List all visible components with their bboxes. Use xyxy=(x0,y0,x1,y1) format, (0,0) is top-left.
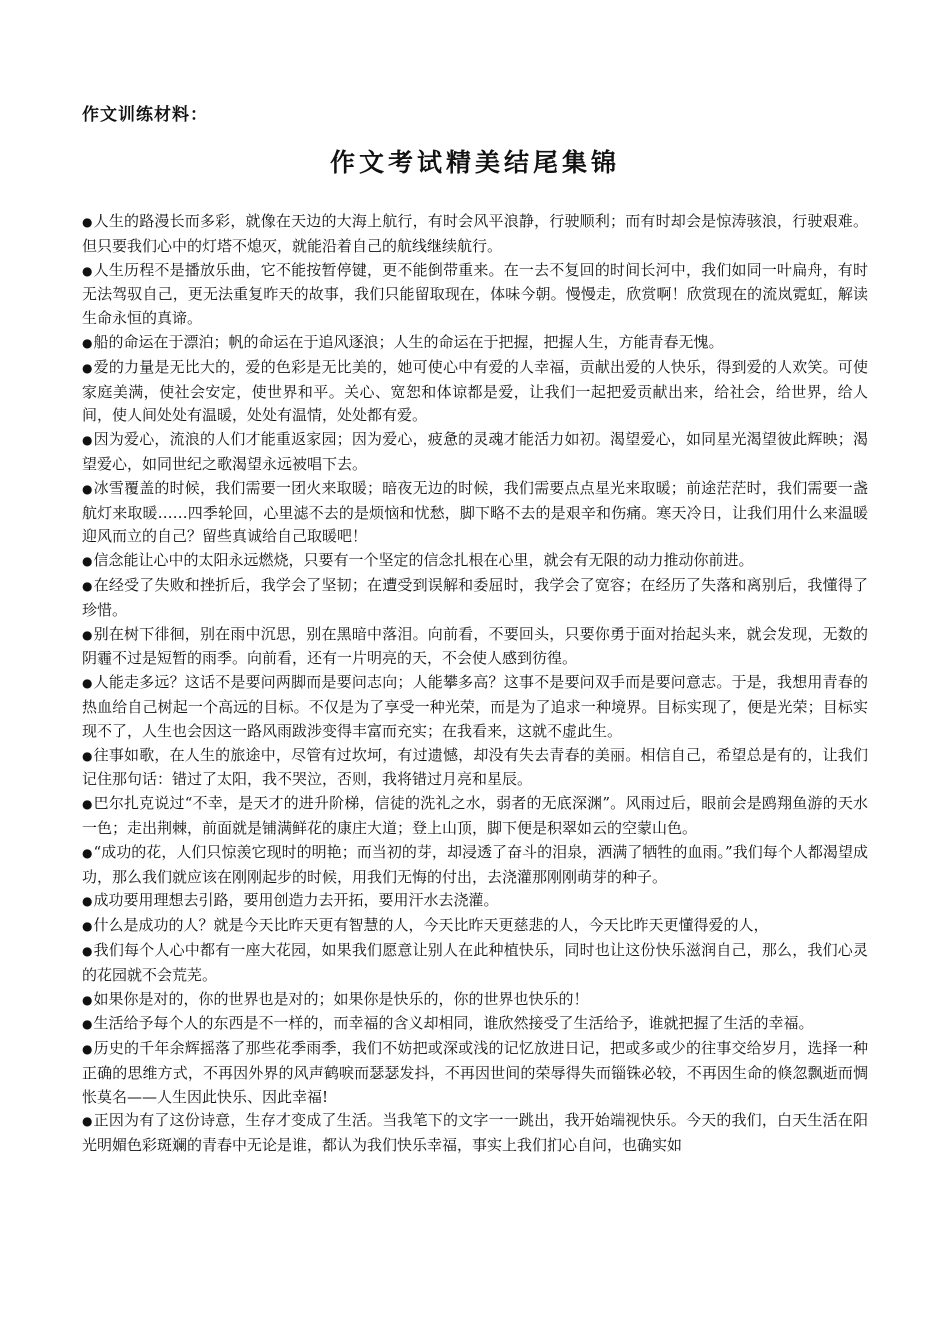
bullet-icon: ● xyxy=(82,1017,93,1032)
paragraph xyxy=(82,841,868,890)
paragraph-text: 成功要用理想去引路，要用创造力去开拓，要用汗水去浇灌。 xyxy=(93,891,499,910)
bullet-icon: ● xyxy=(82,433,93,448)
paragraph-list xyxy=(82,210,868,1158)
bullet-icon: ● xyxy=(82,1114,93,1129)
bullet-icon: ● xyxy=(82,578,93,593)
paragraph-text: 别在树下徘徊，别在雨中沉思，别在黑暗中落泪。向前看，不要回头，只要你勇于面对抬起头来，就会发现，无数的阴霾不过是短暂的雨季。向前看，还有一片明亮的天，不会使人感到彷徨。 xyxy=(82,624,868,668)
bullet-icon: ● xyxy=(82,943,93,958)
bullet-icon: ● xyxy=(82,554,93,569)
bullet-icon: ● xyxy=(82,481,93,496)
paragraph-text: 在经受了失败和挫折后，我学会了坚韧；在遭受到误解和委屈时，我学会了宽容；在经历了失落和离别后，我懂得了珍惜。 xyxy=(82,575,868,619)
paragraph-text: 历史的千年余辉摇落了那些花季雨季，我们不妨把或深或浅的记忆放进日记，把或多或少的往事交给岁月，选择一种正确的思维方式，不再因外界的风声鹤唳而瑟瑟发抖，不再因世间的荣辱得失而锱铢必较，不再因生命的倏忽飘逝而惆怅莫名——人生因此快乐、因此幸福! xyxy=(82,1039,868,1106)
paragraph-text: “成功的花，人们只惊羡它现时的明艳；而当初的芽，却浸透了奋斗的泪泉，洒满了牺牲的血雨。”我们每个人都渴望成功，那么我们就应该在刚刚起步的时候，用我们无悔的付出，去浇灌那刚刚萌芽的种子。 xyxy=(82,842,868,886)
paragraph xyxy=(82,914,868,939)
bullet-icon: ● xyxy=(82,215,93,229)
paragraph xyxy=(82,889,868,914)
bullet-icon: ● xyxy=(82,335,93,350)
paragraph xyxy=(82,623,868,672)
bullet-icon: ● xyxy=(82,919,93,934)
bullet-icon: ● xyxy=(82,992,93,1007)
bullet-icon: ● xyxy=(82,894,93,909)
paragraph-text: 巴尔扎克说过“不幸，是天才的进升阶梯，信徒的洗礼之水，弱者的无底深渊”。风雨过后，眼前会是鸥翔鱼游的天水一色；走出荆棘，前面就是铺满鲜花的康庄大道；登上山顶，脚下便是积翠如云的空蒙山色。 xyxy=(82,794,868,837)
bullet-icon: ● xyxy=(82,797,93,812)
paragraph xyxy=(82,744,868,793)
paragraph xyxy=(82,574,868,623)
paragraph xyxy=(82,331,868,356)
section-label: 作文训练材料： xyxy=(82,105,208,125)
paragraph xyxy=(82,988,868,1013)
paragraph-text: 信念能让心中的太阳永远燃烧，只要有一个坚定的信念扎根在心里，就会有无限的动力推动你前进。 xyxy=(93,551,754,570)
paragraph-text: 因为爱心，流浪的人们才能重返家园；因为爱心，疲惫的灵魂才能活力如初。渴望爱心，如同星光渴望彼此辉映；渴望爱心，如同世纪之歌渴望永远被唱下去。 xyxy=(82,430,868,473)
paragraph-text: 爱的力量是无比大的，爱的色彩是无比美的，她可使心中有爱的人幸福，贡献出爱的人快乐，得到爱的人欢笑。可使家庭美满，使社会安定，使世界和平。关心、宽恕和体谅都是爱，让我们一起把爱贡献出来，给社会，给世界，给人间，使人间处处有温暖，处处有温情，处处都有爱。 xyxy=(82,357,868,425)
document-title: 作文考试精美结尾集锦 xyxy=(329,148,620,177)
paragraph xyxy=(82,428,868,477)
paragraph-text: 我们每个人心中都有一座大花园，如果我们愿意让别人在此种植快乐，同时也让这份快乐滋润自己，那么，我们心灵的花园就不会荒芜。 xyxy=(82,940,868,984)
paragraph xyxy=(82,549,868,574)
paragraph xyxy=(82,1109,868,1158)
paragraph-text: 人生的路漫长而多彩，就像在天边的大海上航行，有时会风平浪静，行驶顺利；而有时却会是惊涛骇浪，行驶艰难。但只要我们心中的灯塔不熄灭，就能沿着自己的航线继续航行。 xyxy=(82,212,868,255)
bullet-icon: ● xyxy=(82,845,93,860)
paragraph-text: 如果你是对的，你的世界也是对的；如果你是快乐的，你的世界也快乐的！ xyxy=(93,989,589,1008)
paragraph-text: 往事如歌，在人生的旅途中，尽管有过坎坷，有过遗憾，却没有失去青春的美丽。相信自己，希望总是有的，让我们记住那句话：错过了太阳，我不哭泣，否则，我将错过月亮和星辰。 xyxy=(82,745,868,789)
bullet-icon: ● xyxy=(82,748,93,763)
bullet-icon: ● xyxy=(82,627,93,642)
paragraph xyxy=(82,939,868,988)
bullet-icon: ● xyxy=(82,1042,93,1057)
paragraph-text: 什么是成功的人？就是今天比昨天更有智慧的人，今天比昨天更慈悲的人，今天比昨天更懂得爱的人， xyxy=(93,916,769,935)
bullet-icon: ● xyxy=(82,360,93,375)
paragraph-text: 冰雪覆盖的时候，我们需要一团火来取暖；暗夜无边的时候，我们需要点点星光来取暖；前途茫茫时，我们需要一盏航灯来取暖……四季轮回，心里滤不去的是烦恼和忧愁，脚下略不去的是艰辛和伤痛。寒天冷日，让我们用什么来温暖迎风而立的自己？留些真诚给自己取暖吧！ xyxy=(82,478,868,546)
paragraph xyxy=(82,356,868,428)
paragraph xyxy=(82,1037,868,1109)
paragraph xyxy=(82,210,868,259)
paragraph xyxy=(82,259,868,331)
paragraph-text: 人能走多远？这话不是要问两脚而是要问志向；人能攀多高？这事不是要问双手而是要问意志。于是，我想用青春的热血给自己树起一个高远的目标。不仅是为了享受一种光荣，而是为了追求一种境界。目标实现了，便是光荣；目标实现不了，人生也会因这一路风雨跋涉变得丰富而充实；在我看来，这就不虚此生。 xyxy=(82,673,868,740)
paragraph-text: 正因为有了这份诗意，生存才变成了生活。当我笔下的文字一一跳出，我开始端视快乐。今天的我们，白天生活在阳光明媚色彩斑斓的青春中无论是谁，都认为我们快乐幸福，事实上我们扪心自问，也确实如 xyxy=(82,1111,868,1155)
paragraph-text: 人生历程不是播放乐曲，它不能按暂停键，更不能倒带重来。在一去不复回的时间长河中，我们如同一叶扁舟，有时无法驾驭自己，更无法重复昨天的故事，我们只能留取现在，体味今朝。慢慢走，欣赏啊！欣赏现在的流岚霓虹，解读生命永恒的真谛。 xyxy=(82,260,868,328)
bullet-icon: ● xyxy=(82,676,93,691)
paragraph xyxy=(82,1012,868,1037)
bullet-icon: ● xyxy=(82,263,93,278)
paragraph xyxy=(82,671,868,743)
paragraph-text: 生活给予每个人的东西是不一样的，而幸福的含义却相同，谁欣然接受了生活给予，谁就把握了生活的幸福。 xyxy=(93,1014,814,1033)
paragraph xyxy=(82,477,868,549)
paragraph-text: 船的命运在于漂泊；帆的命运在于追风逐浪；人生的命运在于把握，把握人生，方能青春无愧。 xyxy=(93,332,724,351)
paragraph xyxy=(82,792,868,841)
